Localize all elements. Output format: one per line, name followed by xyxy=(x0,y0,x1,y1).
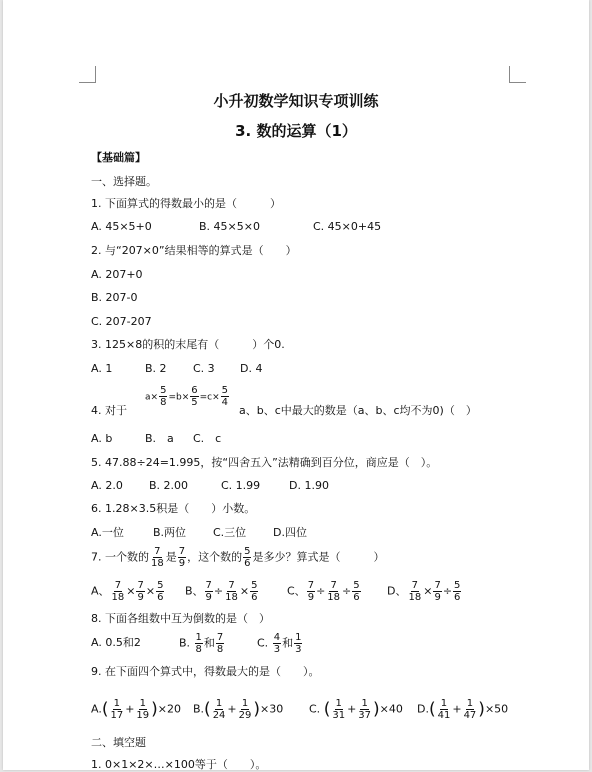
q6-stem: 6. 1.28×3.5积是（ ）小数。 xyxy=(91,502,256,515)
q3-stem: 3. 125×8的积的末尾有（ ）个0. xyxy=(91,338,285,351)
q4-equation: a× $\frac{5}{8}$ =b× $\frac{6}{5}$ =c× $\frac{5}{4}$ xyxy=(145,385,229,408)
q5-option-a: A. 2.0 xyxy=(91,479,123,492)
q9-stem: 9. 在下面四个算式中，得数最大的是（ ）。 xyxy=(91,665,320,678)
q4-option-c: C. c xyxy=(193,432,222,445)
q7-option-b: B、 $\frac{7}{9}$ ÷ $\frac{7}{18}$ × $\frac{5}{6}$ xyxy=(185,580,258,603)
q8-option-c: C. $\frac{4}{3}$ 和 $\frac{1}{3}$ xyxy=(257,632,302,655)
part1-heading: 一、选择题。 xyxy=(91,175,157,188)
fill1-stem: 1. 0×1×2×…×100等于（ ）。 xyxy=(91,758,267,771)
q9-option-b: B.( $\frac{1}{24}$ + $\frac{1}{29}$ )×30 xyxy=(193,698,284,721)
q2-stem: 2. 与“207×0”结果相等的算式是（ ） xyxy=(91,244,297,257)
q5-option-d: D. 1.90 xyxy=(289,479,329,492)
q6-option-c: C.三位 xyxy=(213,526,247,539)
section-basic: 【基础篇】 xyxy=(91,151,146,164)
q1-option-b: B. 45×5×0 xyxy=(199,220,260,233)
q5-option-b: B. 2.00 xyxy=(149,479,189,492)
q7-option-c: C、 $\frac{7}{9}$ ÷ $\frac{7}{18}$ ÷ $\frac{5}{6}$ xyxy=(287,580,360,603)
q8-option-a: A. 0.5和2 xyxy=(91,636,141,649)
q7-stem: 7. 一个数的 $\frac{7}{18}$ 是 $\frac{7}{9}$ ，这个数的 $\frac{5}{6}$ 是多少？算式是（ ） xyxy=(91,546,385,569)
q6-option-d: D.四位 xyxy=(273,526,307,539)
q6-option-b: B.两位 xyxy=(153,526,187,539)
q5-stem: 5. 47.88÷24=1.995，按“四舍五入”法精确到百分位，商应是（ ）。 xyxy=(91,456,438,469)
q8-option-b: B. $\frac{1}{8}$ 和 $\frac{7}{8}$ xyxy=(179,632,224,655)
q4-tail: a、b、c中最大的数是（a、b、c均不为0)（ ） xyxy=(239,404,477,417)
q8-stem: 8. 下面各组数中互为倒数的是（ ） xyxy=(91,612,270,625)
q4-option-b: B. a xyxy=(145,432,174,445)
q5-option-c: C. 1.99 xyxy=(221,479,261,492)
q9-option-c: C. ( $\frac{1}{31}$ + $\frac{1}{37}$ )×40 xyxy=(309,698,403,721)
q9-option-a: A.( $\frac{1}{17}$ + $\frac{1}{19}$ )×20 xyxy=(91,698,182,721)
q1-option-c: C. 45×0+45 xyxy=(313,220,382,233)
q1-stem: 1. 下面算式的得数最小的是（ ） xyxy=(91,197,281,210)
q1-option-a: A. 45×5+0 xyxy=(91,220,152,233)
part2-heading: 二、填空题 xyxy=(91,736,146,749)
q3-option-d: D. 4 xyxy=(240,362,263,375)
q3-option-b: B. 2 xyxy=(145,362,167,375)
q4-lead: 4. 对于 xyxy=(91,404,127,417)
q7-option-d: D、 $\frac{7}{18}$ × $\frac{7}{9}$ ÷ $\frac{5}{6}$ xyxy=(387,580,461,603)
crop-mark-top-left xyxy=(79,66,96,83)
page-subtitle: 3. 数的运算（1） xyxy=(235,122,357,140)
document-page xyxy=(3,0,589,770)
q9-option-d: D.( $\frac{1}{41}$ + $\frac{1}{47}$ )×50 xyxy=(417,698,509,721)
q4-option-a: A. b xyxy=(91,432,113,445)
q2-option-c: C. 207-207 xyxy=(91,315,152,328)
q6-option-a: A.一位 xyxy=(91,526,124,539)
q3-option-c: C. 3 xyxy=(193,362,215,375)
q7-option-a: A、 $\frac{7}{18}$ × $\frac{7}{9}$ × $\frac{5}{6}$ xyxy=(91,580,164,603)
q2-option-b: B. 207-0 xyxy=(91,291,138,304)
q3-option-a: A. 1 xyxy=(91,362,113,375)
q2-option-a: A. 207+0 xyxy=(91,268,143,281)
crop-mark-top-right xyxy=(509,66,526,83)
page-title: 小升初数学知识专项训练 xyxy=(213,92,379,110)
